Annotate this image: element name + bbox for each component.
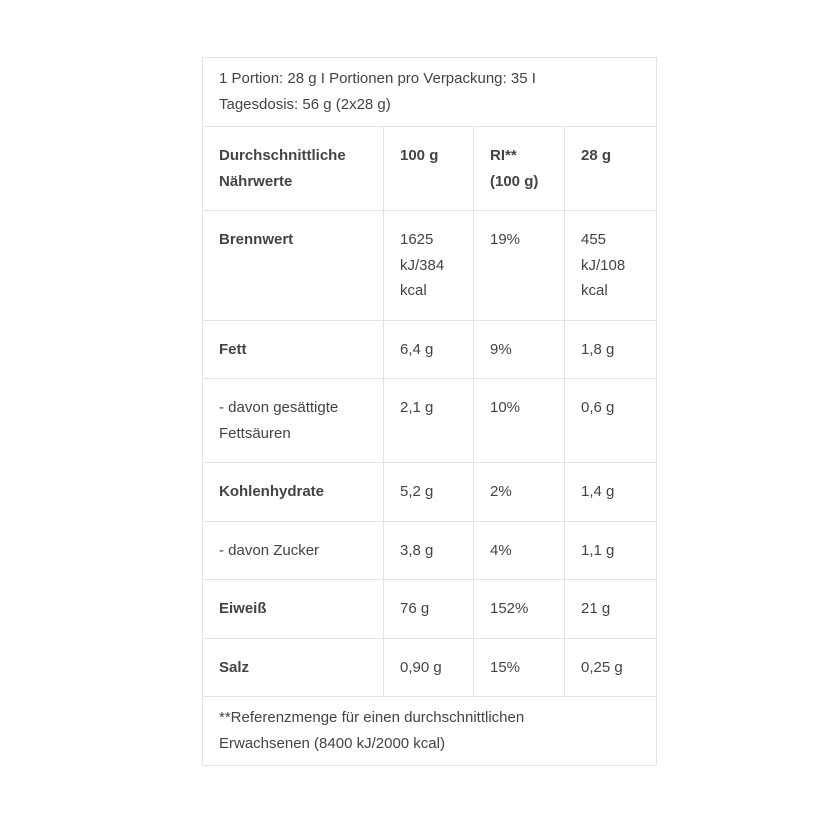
nutrient-name: - davon Zucker <box>203 521 384 580</box>
table-row <box>203 463 657 522</box>
column-header-portion: 28 g <box>565 127 657 211</box>
nutrient-name: Kohlenhydrate <box>203 463 384 522</box>
value-portion: 21 g <box>565 580 657 639</box>
value-portion: 0,25 g <box>565 638 657 697</box>
nutrient-name: Salz <box>203 638 384 697</box>
column-header-ri-line1: RI** <box>490 147 517 164</box>
nutrition-table <box>202 57 657 766</box>
nutrient-name-line2: Fettsäuren <box>219 424 291 442</box>
column-header-per100: 100 g <box>384 127 474 211</box>
nutrient-name-line1: - davon gesättigte <box>219 399 339 416</box>
nutrient-name: Brennwert <box>203 211 384 321</box>
column-header-nutrients-line2: Nährwerte <box>219 172 293 190</box>
value-ri: 152% <box>474 580 565 639</box>
table-row <box>203 521 657 580</box>
footnote-line2: Erwachsenen (8400 kJ/2000 kcal) <box>219 734 445 752</box>
value-ri: 15% <box>474 638 565 697</box>
table-row <box>203 580 657 639</box>
value-ri: 19% <box>474 211 565 321</box>
portion-info-line1: 1 Portion: 28 g I Portionen pro Verpackung: 35 I <box>219 70 536 87</box>
column-header-ri <box>474 127 565 211</box>
value-portion-line1: 455 <box>581 231 607 248</box>
value-per100-line2: kJ/384 <box>400 256 445 274</box>
table-row <box>203 211 657 321</box>
value-per100-line1: 1625 <box>400 231 434 248</box>
table-row <box>203 638 657 697</box>
value-portion: 0,6 g <box>565 379 657 463</box>
table-row <box>203 320 657 379</box>
value-portion <box>565 211 657 321</box>
footnote-row <box>203 697 657 766</box>
value-portion-line2: kJ/108 <box>581 256 626 274</box>
portion-info-line2: Tagesdosis: 56 g (2x28 g) <box>219 95 391 113</box>
value-per100: 3,8 g <box>384 521 474 580</box>
column-header-nutrients <box>203 127 384 211</box>
nutrient-name: Eiweiß <box>203 580 384 639</box>
column-header-nutrients-line1: Durchschnittliche <box>219 147 346 164</box>
footnote-line1: **Referenzmenge für einen durchschnittlichen <box>219 709 525 726</box>
value-per100: 6,4 g <box>384 320 474 379</box>
value-ri: 4% <box>474 521 565 580</box>
value-portion: 1,8 g <box>565 320 657 379</box>
value-per100: 76 g <box>384 580 474 639</box>
value-per100: 0,90 g <box>384 638 474 697</box>
value-ri: 9% <box>474 320 565 379</box>
portion-info-row <box>203 58 657 127</box>
column-header-ri-line2: (100 g) <box>490 172 539 190</box>
value-portion: 1,1 g <box>565 521 657 580</box>
value-per100 <box>384 211 474 321</box>
nutrient-name: Fett <box>203 320 384 379</box>
value-ri: 10% <box>474 379 565 463</box>
nutrient-name <box>203 379 384 463</box>
column-header-row <box>203 127 657 211</box>
value-per100-line3: kcal <box>400 282 427 299</box>
value-per100: 2,1 g <box>384 379 474 463</box>
table-row <box>203 379 657 463</box>
value-portion-line3: kcal <box>581 282 608 299</box>
value-per100: 5,2 g <box>384 463 474 522</box>
value-portion: 1,4 g <box>565 463 657 522</box>
footnote-cell <box>203 697 657 766</box>
portion-info-cell <box>203 58 657 127</box>
value-ri: 2% <box>474 463 565 522</box>
